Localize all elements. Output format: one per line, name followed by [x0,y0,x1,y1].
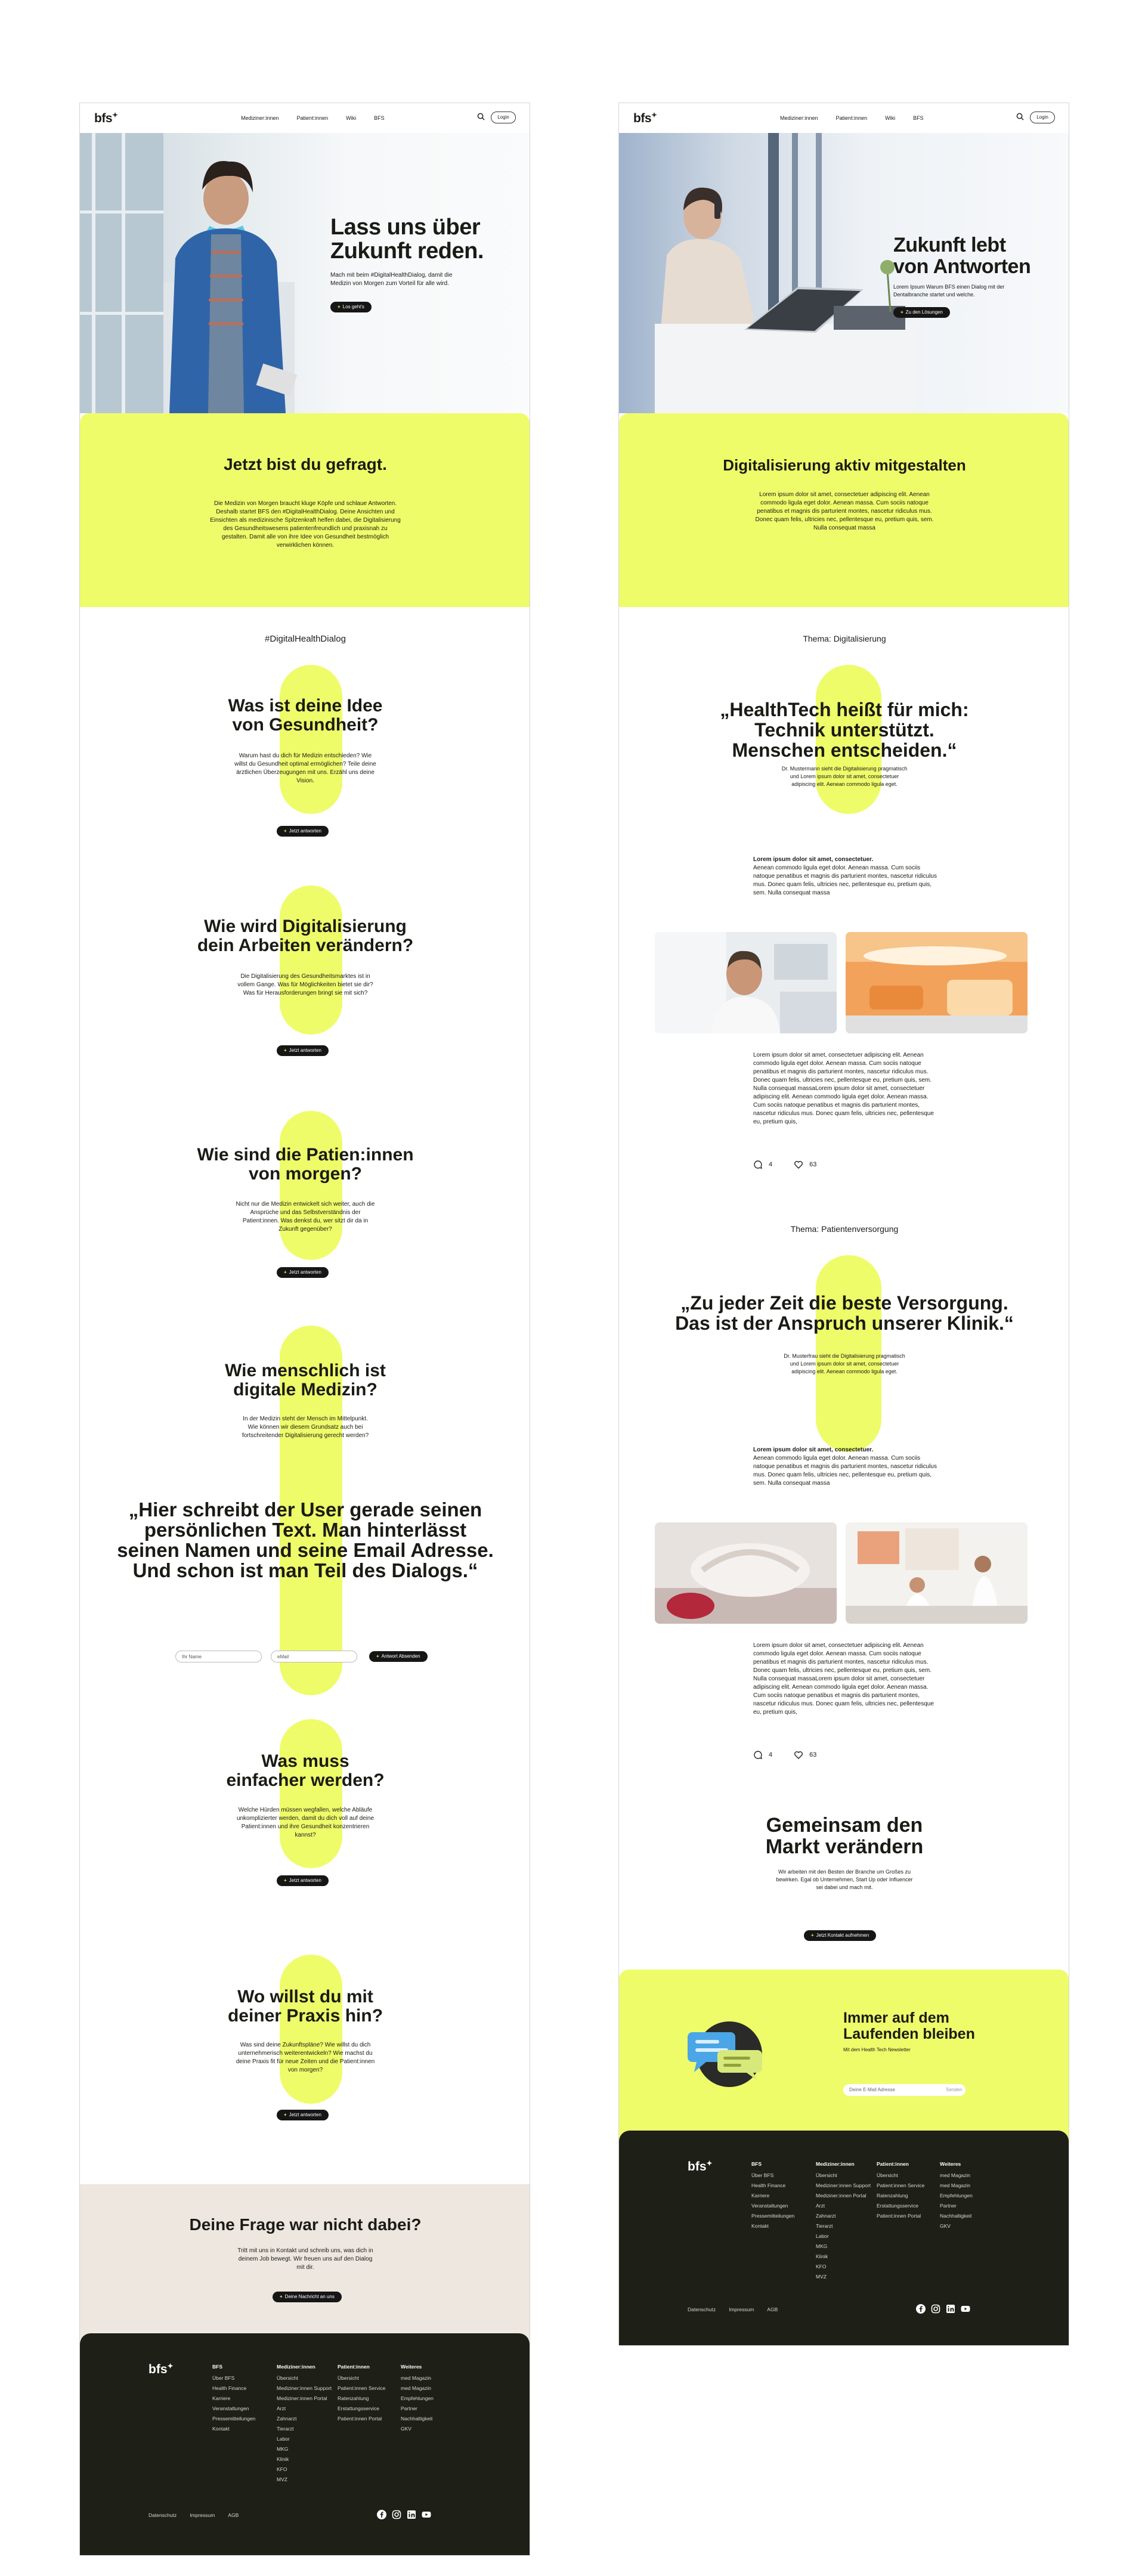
market-text: Wir arbeiten mit den Besten der Branche um Großes zu bewirken. Egal ob Unternehmen, Start Up oder Influencer sei dabei und mach mit. [776,1869,913,1890]
contact-button[interactable]: + Deine Nachricht an uns [273,2292,342,2302]
footer-column-weiteres: Weiteres med Magazin med Magazin Empfehlungen Partner Nachhaltigkeit GKV [401,2362,434,2434]
plus-icon: + [376,1654,379,1659]
footer-link[interactable]: GKV [401,2426,411,2432]
hero-subtitle: Mach mit beim #DigitalHealthDialog, damit die Medizin von Morgen zum Vorteil für alle wird. [330,272,453,287]
footer-link[interactable]: Partner [940,2203,957,2209]
footer-link[interactable]: Mediziner:innen Portal [816,2193,867,2199]
footer-link[interactable]: MKG [816,2243,828,2249]
search-icon[interactable] [1016,113,1024,120]
question-text: Die Digitalisierung des Gesundheitsmarktes ist in vollem Gange. Was für Möglichkeiten bietet sie dir? Was für Herausforderungen bringt sie mit sich? [237,973,373,996]
footer-link[interactable]: Patient:innen Service [877,2182,925,2188]
footer-link[interactable]: Labor [816,2233,829,2239]
main-nav [780,115,924,121]
footer-link[interactable]: Zahnarzt [816,2213,836,2219]
article-attribution: Dr. Musterfrau sieht die Digitalisierung pragmatisch und Lorem ipsum dolor sit amet, consectetuer adipiscing elit. Aenean commodo ligula eget. [784,1353,905,1374]
question-text: Nicht nur die Medizin entwickelt sich weiter, auch die Ansprüche und das Selbstverständnis der Patient:innen. Was denkst du, wer sitzt dir da in Zukunft gegenüber? [236,1201,375,1233]
footer-link[interactable]: MKG [277,2446,289,2452]
footer-link[interactable]: Patient:innen Portal [338,2416,382,2422]
article-photo-dental-model [655,1522,837,1624]
footer-link[interactable]: Erstattungsservice [338,2405,379,2411]
hero-cta-button[interactable]: + Zu den Lösungen [893,307,950,318]
footer-legal [148,2512,239,2518]
login-button[interactable]: Login [491,112,516,123]
hero [80,133,530,413]
footer-link[interactable]: Nachhaltigkeit [940,2213,972,2219]
plus-icon: + [900,309,903,315]
footer-link[interactable]: Patient:innen Service [338,2385,386,2391]
intro-title: Digitalisierung aktiv mitgestalten [723,456,966,474]
social-links [377,2510,431,2519]
footer-column-patienten: Patient:innen Übersicht Patient:innen Service Ratenzahlung Erstattungsservice Patient:innen Portal [338,2362,385,2424]
footer-link[interactable]: Ratenzahlung [877,2193,908,2199]
article-attribution: Dr. Mustermann sieht die Digitalisierung pragmatisch und Lorem ipsum dolor sit amet, consectetuer adipiscing elit. Aenean commodo ligula eget. [781,766,908,787]
question-title: Wie menschlich ist digitale Medizin? [225,1361,386,1400]
hero-title: Lass uns über Zukunft reden. [330,215,484,264]
intro-section [80,413,530,607]
footer-column-mediziner: Mediziner:innen Übersicht Mediziner:innen Support Mediziner:innen Portal Arzt Zahnarzt Tierarzt Labor MKG Klinik KFO MVZ [277,2362,332,2485]
nav-item-mediziner[interactable]: Mediziner:innen [241,115,279,121]
newsletter-submit-button[interactable]: Senden [946,2087,963,2092]
footer-link[interactable]: Mediziner:innen Support [277,2385,332,2391]
newsletter-title: Immer auf dem Laufenden bleiben [843,2010,975,2042]
footer-column-weiteres: Weiteres med Magazin med Magazin Empfehlungen Partner Nachhaltigkeit GKV [940,2159,973,2231]
nav-item-bfs[interactable]: BFS [913,115,924,121]
heart-icon[interactable] [794,1160,803,1169]
question-text: Welche Hürden müssen wegfallen, welche Abläufe unkomplizierter werden, damit du dich voll auf deine Patient:innen und ihre Gesundheit konzentrieren kannst? [236,1807,375,1838]
answer-button[interactable]: + Jetzt antworten [277,1045,329,1056]
footer-link[interactable]: Über BFS [751,2172,774,2178]
hero-title: Zukunft lebt von Antworten [893,234,1031,278]
footer-link[interactable]: med Magazin [401,2375,432,2381]
comment-icon[interactable] [753,1750,763,1760]
question-title: Wie wird Digitalisierung dein Arbeiten verändern? [197,917,414,955]
chat-bubbles-icon [685,2017,768,2089]
right-page [618,103,1069,2346]
accent-blob [280,1111,342,1260]
site-header [619,103,1069,134]
footer-link[interactable]: Arzt [277,2405,286,2411]
left-page [79,103,530,2556]
footer-link[interactable]: Mediziner:innen Portal [277,2395,327,2401]
email-input[interactable]: eMail [271,1651,357,1662]
footer-link[interactable]: MVZ [816,2274,827,2280]
footer-link[interactable]: Pressemitteilungen [212,2416,256,2422]
nav-item-bfs[interactable]: BFS [374,115,385,121]
name-input[interactable]: Ihr Name [175,1651,262,1662]
footer-link[interactable]: GKV [940,2223,951,2229]
footer-link[interactable]: Übersicht [338,2375,359,2381]
footer-link[interactable]: Karriere [751,2193,770,2199]
footer-link[interactable]: Karriere [212,2395,231,2401]
youtube-icon[interactable] [422,2510,431,2519]
comment-count: 4 [769,1751,773,1758]
user-quote: „Hier schreibt der User gerade seinen persönlichen Text. Man hinterlässt seinen Namen und seine Email Adresse. Und schon ist man Teil des Dialogs.“ [117,1498,494,1581]
article-photo-clinic [846,932,1028,1033]
footer-link[interactable]: Empfehlungen [401,2395,434,2401]
instagram-icon[interactable] [931,2304,940,2314]
footer-link[interactable]: med Magazin [940,2182,971,2188]
login-button[interactable]: Login [1030,112,1055,123]
footer-link[interactable]: Labor [277,2436,290,2442]
footer-link[interactable]: Partner [401,2405,417,2411]
article-topic: Thema: Patientenversorgung [790,1224,899,1234]
market-title: Gemeinsam den Markt verändern [765,1814,924,1858]
plus-icon: + [284,828,287,834]
footer-link[interactable]: Kontakt [751,2223,769,2229]
plus-icon: + [284,1270,287,1275]
impressum-link[interactable]: Impressum [729,2306,754,2312]
footer-link[interactable]: Erstattungsservice [877,2203,918,2209]
footer-link[interactable]: Veranstaltungen [212,2405,249,2411]
footer-link[interactable]: Mediziner:innen Support [816,2182,871,2188]
article-meta [753,1750,816,1760]
footer-link[interactable]: med Magazin [401,2385,432,2391]
search-icon[interactable] [477,113,485,120]
accent-blob [280,665,342,814]
datenschutz-link[interactable]: Datenschutz [148,2512,177,2518]
market-contact-button[interactable]: + Jetzt Kontakt aufnehmen [804,1930,876,1941]
answer-button[interactable]: + Jetzt antworten [277,1875,329,1886]
contact-title: Deine Frage war nicht dabei? [189,2215,422,2234]
footer-column-bfs: BFS Über BFS Health Finance Karriere Veranstaltungen Pressemitteilungen Kontakt [212,2362,255,2434]
footer-link[interactable]: Über BFS [212,2375,235,2381]
hero [619,133,1069,413]
article-body: Lorem ipsum dolor sit amet, consectetuer adipiscing elit. Aenean commodo ligula eget dolor. Aenean massa. Cum sociis natoque penatibus et magnis dis parturient montes, nascetur ridiculus mus. Donec quam felis, ultricies nec, pellentesque eu, pretium quis, sem. Nulla consequat massaLorem ipsum dolor sit amet, consectetuer adipiscing elit. Aenean commodo ligula eget dolor. Aenean massa. Cum sociis natoque penatibus et magnis dis parturient montes, nascetur ridiculus mus. Donec quam felis, ultricies nec, pellentesque eu, pretium quis, [753,1052,934,1125]
footer-link[interactable]: Klinik [816,2253,828,2259]
site-footer [619,2131,1069,2346]
footer-link[interactable]: Kontakt [212,2426,230,2432]
footer-link[interactable]: Nachhaltigkeit [401,2416,433,2422]
article-quote: „HealthTech heißt für mich: Technik unterstützt. Menschen entscheiden.“ [720,699,969,761]
footer-column-patienten: Patient:innen Übersicht Patient:innen Service Ratenzahlung Erstattungsservice Patient:innen Portal [877,2159,924,2221]
like-count: 63 [809,1161,817,1168]
impressum-link[interactable]: Impressum [190,2512,215,2518]
footer-link[interactable]: Health Finance [751,2182,786,2188]
nav-item-wiki[interactable]: Wiki [885,115,896,121]
answer-button[interactable]: + Jetzt antworten [277,826,329,837]
youtube-icon[interactable] [961,2304,970,2314]
linkedin-icon[interactable] [946,2304,955,2314]
footer-link[interactable]: med Magazin [940,2172,971,2178]
facebook-icon[interactable] [377,2510,386,2519]
question-title: Wo willst du mit deiner Praxis hin? [227,1987,383,2026]
article-lead: Lorem ipsum dolor sit amet, consectetuer. Aenean commodo ligula eget dolor. Aenean massa. Cum sociis natoque penatibus et magnis dis parturient montes, nascetur ridiculus mus. Donec quam felis, ultricies nec, pellentesque eu, pretium quis, sem. Nulla consequat massa [753,1447,937,1487]
question-title: Was muss einfacher werden? [226,1751,385,1790]
footer-link[interactable]: Übersicht [877,2172,898,2178]
question-text: Warum hast du dich für Medizin entschieden? Wie willst du Gesundheit optimal ermöglichen? Teile deine ärztlichen Überzeugungen mit uns. Erzähl uns deine Vision. [234,753,376,784]
agb-link[interactable]: AGB [767,2306,778,2312]
footer-link[interactable]: Patient:innen Portal [877,2213,921,2219]
contact-section [80,2184,530,2339]
footer-link[interactable]: Klinik [277,2456,289,2462]
site-header [80,103,530,134]
facebook-icon[interactable] [916,2304,926,2314]
plus-icon: + [284,1048,287,1053]
question-text: Was sind deine Zukunftspläne? Wie willst du dich unternehmerisch weiterentwickeln? Wie machst du deine Praxis fit für neue Zeiten und die Patient:innen von morgen? [236,2042,375,2073]
intro-title: Jetzt bist du gefragt. [224,455,387,473]
hashtag-label: #DigitalHealthDialog [265,634,346,644]
plus-icon: + [280,2294,283,2299]
nav-item-patienten[interactable]: Patient:innen [835,115,868,121]
question-text: In der Medizin steht der Mensch im Mittelpunkt. Wie können wir diesem Grundsatz auch bei fortschreitender Digitalisierung gerecht werden? [242,1416,369,1439]
contact-text: Tritt mit uns in Kontakt und schreib uns, was dich in deinem Job bewegt. Wir freuen uns auf den Dialog mit dir. [237,2247,373,2271]
footer-link[interactable]: Arzt [816,2203,825,2209]
footer-link[interactable]: Pressemitteilungen [751,2213,795,2219]
footer-column-mediziner: Mediziner:innen Übersicht Mediziner:innen Support Mediziner:innen Portal Arzt Zahnarzt Tierarzt Labor MKG Klinik KFO MVZ [816,2159,871,2282]
nav-item-wiki[interactable]: Wiki [346,115,357,121]
footer-link[interactable]: KFO [816,2264,827,2270]
article-photo-dentist [655,932,837,1033]
social-links [916,2304,970,2314]
article-meta [753,1160,816,1169]
logo[interactable]: bfs✦ [94,111,118,125]
footer-link[interactable]: KFO [277,2466,287,2472]
article-body: Lorem ipsum dolor sit amet, consectetuer adipiscing elit. Aenean commodo ligula eget dolor. Aenean massa. Cum sociis natoque penatibus et magnis dis parturient montes, nascetur ridiculus mus. Donec quam felis, ultricies nec, pellentesque eu, pretium quis, sem. Nulla consequat massaLorem ipsum dolor sit amet, consectetuer adipiscing elit. Aenean commodo ligula eget dolor. Aenean massa. Cum sociis natoque penatibus et magnis dis parturient montes, nascetur ridiculus mus. Donec quam felis, ultricies nec, pellentesque eu, pretium quis, [753,1642,934,1716]
newsletter-subtitle: Mit dem Health Tech Newsletter [843,2047,911,2052]
article-topic: Thema: Digitalisierung [803,634,886,643]
footer-link[interactable]: Empfehlungen [940,2193,973,2199]
instagram-icon[interactable] [392,2510,401,2519]
intro-text: Lorem ipsum dolor sit amet, consectetuer adipiscing elit. Aenean commodo ligula eget dolor. Aenean massa. Cum sociis natoque penatibus et magnis dis parturient montes, nascetur ridiculus mus. Donec quam felis, ultricies nec, pellentesque eu, pretium quis, sem. Nulla consequat massa [755,491,934,531]
accent-blob [280,886,342,1035]
article-lead: Lorem ipsum dolor sit amet, consectetuer. Aenean commodo ligula eget dolor. Aenean massa. Cum sociis natoque penatibus et magnis dis parturient montes, nascetur ridiculus mus. Donec quam felis, ultricies nec, pellentesque eu, pretium quis, sem. Nulla consequat massa [753,856,937,896]
hero-subtitle: Lorem Ipsum Warum BFS einen Dialog mit der Dentalbranche startet und welche. [893,284,1005,298]
newsletter-section [619,1970,1069,2148]
accent-blob [280,1719,342,1868]
footer-link[interactable]: Veranstaltungen [751,2203,788,2209]
logo[interactable]: bfs✦ [633,111,657,125]
footer-link[interactable]: Tierarzt [277,2426,294,2432]
footer-link[interactable]: Übersicht [816,2172,837,2178]
nav-item-patienten[interactable]: Patient:innen [296,115,329,121]
footer-logo[interactable]: bfs✦ [688,2159,713,2174]
plus-icon: + [338,304,341,309]
agb-link[interactable]: AGB [228,2512,239,2518]
hero-cta-button[interactable]: + Los geht's [330,302,372,312]
newsletter-email-input[interactable]: Deine E-Mail Adresse [843,2084,965,2096]
footer-link[interactable]: Tierarzt [816,2223,833,2229]
question-title: Was ist deine Idee von Gesundheit? [228,696,383,735]
accent-blob [280,1955,342,2104]
plus-icon: + [284,1878,287,1883]
nav-item-mediziner[interactable]: Mediziner:innen [780,115,818,121]
footer-legal [688,2306,778,2312]
linkedin-icon[interactable] [407,2510,416,2519]
datenschutz-link[interactable]: Datenschutz [688,2306,716,2312]
main-nav [241,115,385,121]
footer-column-bfs: BFS Über BFS Health Finance Karriere Veranstaltungen Pressemitteilungen Kontakt [751,2159,794,2231]
site-footer [80,2333,530,2556]
answer-button[interactable]: + Jetzt antworten [277,1267,329,1278]
footer-link[interactable]: MVZ [277,2476,287,2482]
comment-icon[interactable] [753,1160,763,1169]
plus-icon: + [811,1933,814,1938]
intro-section [619,413,1069,607]
comment-count: 4 [769,1161,773,1168]
answer-button[interactable]: + Jetzt antworten [277,2110,329,2120]
heart-icon[interactable] [794,1750,803,1760]
article-photo-lab [846,1522,1028,1624]
footer-link[interactable]: Health Finance [212,2385,247,2391]
footer-link[interactable]: Ratenzahlung [338,2395,369,2401]
intro-text: Die Medizin von Morgen braucht kluge Köpfe und schlaue Antworten. Deshalb startet BFS den #DigitalHealthDialog. Deine Ansichten und Einsichten als medizinische Spitzenkraft helfen dabei, die Digitalisierung des Gesundheitswesens patientenfreundlich und praxisnah zu gestalten. Damit alle von ihre Idee von Gesundheit bestmöglich verwirklichen können. [210,500,401,549]
plus-icon: + [284,2112,287,2117]
footer-link[interactable]: Zahnarzt [277,2416,297,2422]
footer-link[interactable]: Übersicht [277,2375,298,2381]
article-quote: „Zu jeder Zeit die beste Versorgung. Das ist der Anspruch unserer Klinik.“ [675,1292,1014,1334]
like-count: 63 [809,1751,817,1758]
footer-logo[interactable]: bfs✦ [148,2362,174,2376]
submit-answer-button[interactable]: + Antwort Absenden [369,1651,428,1662]
question-title: Wie sind die Patien:innen von morgen? [197,1145,414,1184]
